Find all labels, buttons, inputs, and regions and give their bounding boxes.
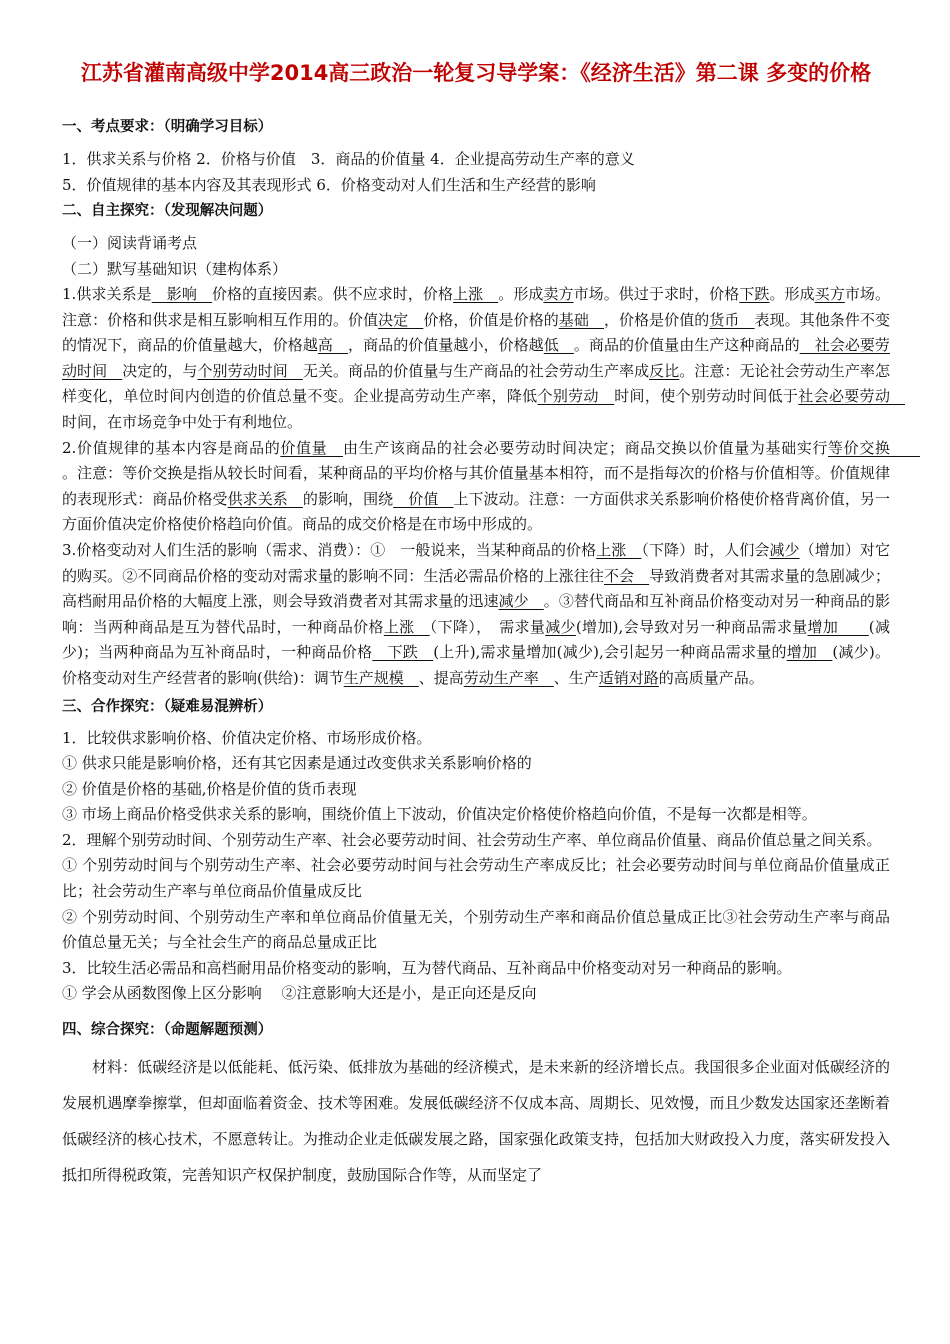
blank-answer: 增加 — [807, 617, 869, 636]
section-2-sub-2: （二）默写基础知识（建构体系） — [62, 260, 288, 278]
text: 。形成 — [498, 285, 544, 303]
text: 1.供求关系是 — [62, 285, 152, 303]
section-3-line-9: ① 学会从函数图像上区分影响 ②注意影响大还是小，是正向还是反向 — [62, 984, 537, 1003]
blank-answer: 社会必要劳动时间 — [62, 336, 890, 380]
text: ，价格是价值的 — [603, 310, 710, 329]
text: 价格的直接因素。供不应求时，价格 — [211, 285, 454, 303]
blank-answer: 上涨 — [596, 540, 642, 559]
blank-answer: 高 — [317, 336, 349, 355]
blank-answer: 劳动生产率 — [463, 668, 554, 687]
text: 。商品的价值量由生产这种商品的 — [573, 336, 800, 355]
text: 导致消费者对其需求量的急剧减少；高档耐用品价格的大幅度上涨，则会导致消费者对其需求量的迅速 — [62, 566, 890, 611]
text: 决定的，与 — [122, 361, 198, 380]
document-title: 江苏省灌南高级中学2014高三政治一轮复习导学案：《经济生活》第二课 多变的价格 — [80, 61, 872, 85]
blank-answer: 价值 — [393, 489, 454, 508]
text: 由生产该商品的社会必要劳动时间决定；商品交换以价值量为基础实行 — [342, 438, 829, 457]
section-3-line-8: 3．比较生活必需品和高档耐用品价格变动的影响，互为替代商品、互补商品中价格变动对另一种商品的影响。 — [62, 958, 792, 977]
text: 市场。供过于求时，价格 — [573, 285, 740, 303]
text: (减少)。价格变动对生产经营者的影响(供给)：调节 — [62, 643, 890, 687]
blank-answer: 减少 — [769, 540, 800, 559]
text: 2.价值规律的基本内容是商品的 — [62, 438, 281, 457]
section-2-heading: 二、自主探究：（发现解决问题） — [62, 203, 273, 219]
blank-answer: 适销对路 — [598, 668, 659, 687]
text: 。注意：等价交换是指从较长时间看，某种商品的平均价格与其价值量基本相符，而不是指每次的价格与价值相等。价值规律的表现形式：商品价格受 — [62, 464, 890, 508]
text: 、生产 — [553, 668, 599, 687]
text: (减少)；当两种商品为互补商品时，一种商品价格 — [62, 617, 890, 662]
blank-answer: 价值量 — [280, 438, 343, 457]
blank-answer: 决定 — [378, 310, 424, 329]
text: (增加),会导致对另一种商品需求量 — [575, 617, 808, 636]
text: （增加）对它的购买。②不同商品价格的变动对需求量的影响不同：生活必需品价格的上涨往往 — [62, 540, 890, 585]
text: 上下波动。注意：一方面供求关系影响价格使价格背离价值，另一方面价值决定价格使价格趋向价值。商品的成交价格是在市场中形成的。 — [62, 489, 890, 534]
text: （下降）时，人们会 — [641, 540, 770, 559]
paragraph-supply-demand — [62, 282, 905, 436]
section-1-heading: 一、考点要求：（明确学习目标） — [62, 119, 273, 135]
section-1-line-1: 1．供求关系与价格 2．价格与价值 3．商品的价值量 4．企业提高劳动生产率的意义 — [62, 150, 635, 168]
text: 3.价格变动对人们生活的影响（需求、消费）：① 一般说来，当某种商品的价格 — [62, 540, 597, 559]
blank-answer: 社会必要劳动 — [798, 387, 905, 406]
blank-answer: 个别劳动 — [537, 387, 615, 406]
text: 价格，价值是价格的 — [423, 310, 559, 329]
section-3-line-6: ① 个别劳动时间与个别劳动生产率、社会必要劳动时间与社会劳动生产率成反比；社会必要劳动时间与单位商品价值量成正比；社会劳动生产率与单位商品价值量成反比 — [62, 856, 890, 901]
section-4 — [62, 1017, 890, 1193]
blank-answer: 货币 — [709, 310, 755, 329]
section-4-heading: 四、综合探究：（命题解题预测） — [62, 1022, 273, 1039]
text: 。形成 — [769, 285, 815, 303]
text: 的影响，围绕 — [302, 489, 394, 508]
section-3-line-1: 1．比较供求影响价格、价值决定价格、市场形成价格。 — [62, 728, 432, 747]
section-2-sub-1: （一）阅读背诵考点 — [62, 234, 198, 252]
section-3 — [62, 694, 890, 1008]
blank-answer: 供求关系 — [227, 489, 303, 508]
section-1 — [62, 114, 890, 198]
text: 、提高 — [418, 668, 464, 687]
section-3-line-2: ① 供求只能是影响价格，还有其它因素是通过改变供求关系影响价格的 — [62, 754, 532, 773]
paragraph-law-of-value — [62, 436, 920, 538]
blank-answer: 影响 — [151, 285, 212, 303]
section-3-line-4: ③ 市场上商品价格受供求关系的影响，围绕价值上下波动，价值决定价格使价格趋向价值，不是每一次都是相等。 — [62, 805, 817, 824]
section-3-heading: 三、合作探究：（疑难易混辨析） — [62, 698, 273, 715]
section-3-line-3: ② 价值是价格的基础,价格是价值的货币表现 — [62, 779, 357, 798]
paragraph-price-change — [62, 538, 890, 692]
blank-answer: 上涨 — [453, 285, 499, 303]
text: 。注意：无论社会劳动生产率怎样变化，单位时间内创造的价值总量不变。企业提高劳动生产率，降低 — [62, 361, 890, 406]
blank-answer: 减少 — [545, 617, 576, 636]
section-2 — [62, 198, 920, 692]
blank-answer: 增加 — [786, 643, 833, 662]
text: (上升),需求量增加(减少),会引起另一种商品需求量的 — [433, 643, 787, 662]
text: （下降）， 需求量 — [429, 617, 546, 636]
blank-answer: 个别劳动时间 — [197, 361, 303, 380]
section-3-line-5: 2．理解个别劳动时间、个别劳动生产率、社会必要劳动时间、社会劳动生产率、单位商品价值量、商品价值总量之间关系。 — [62, 830, 882, 849]
blank-answer: 不会 — [603, 566, 650, 585]
section-4-material: 材料：低碳经济是以低能耗、低污染、低排放为基础的经济模式，是未来新的经济增长点。我国很多企业面对低碳经济的发展机遇摩拳擦掌，但却面临着资金、技术等困难。发展低碳经济不仅成本高、周期长、见效慢，而且少数发达国家还垄断着低碳经济的核心技术，不愿意转让。为推动企业走低碳发展之路，国家强化政策支持，包括加大财政投入力度，落实研发投入抵扣所得税政策，完善知识产权保护制度，鼓励国际合作等，从而坚定了 — [62, 1058, 890, 1185]
text: 。③替代商品和互补商品价格变动对另一种商品的影响：当两种商品是互为替代品时，一种商品价格 — [62, 592, 890, 636]
blank-answer: 减少 — [498, 592, 544, 611]
blank-answer: 低 — [543, 336, 574, 355]
blank-answer: 下跌 — [372, 643, 434, 662]
blank-answer: 上涨 — [383, 617, 430, 636]
section-3-line-7: ② 个别劳动时间、个别劳动生产率和单位商品价值量无关，个别劳动生产率和商品价值总量成正比③社会劳动生产率与商品价值总量无关；与全社会生产的商品总量成正比 — [62, 907, 890, 952]
text: ，商品的价值量越小，价格越 — [348, 336, 544, 355]
blank-answer: 卖方 — [543, 285, 574, 303]
text: 无关。商品的价值量与生产商品的社会劳动生产率成 — [302, 361, 650, 380]
text: 的高质量产品。 — [658, 668, 764, 687]
blank-answer: 买方 — [814, 285, 845, 303]
blank-answer: 生产规模 — [343, 668, 419, 687]
section-1-line-2: 5．价值规律的基本内容及其表现形式 6．价格变动对人们生活和生产经营的影响 — [62, 176, 596, 194]
text: 表现。其他条件不变的情况下，商品的价值量越大，价格越 — [62, 310, 890, 355]
blank-answer: 反比 — [649, 361, 680, 380]
blank-answer: 等价交换 — [828, 438, 920, 457]
text: 时间，使个别劳动时间低于 — [614, 387, 799, 406]
blank-answer: 基础 — [558, 310, 604, 329]
blank-answer: 下跌 — [739, 285, 770, 303]
text: 市场。注意：价格和供求是相互影响相互作用的。价值 — [62, 285, 890, 329]
text: 时间，在市场竞争中处于有利地位。 — [62, 412, 303, 431]
